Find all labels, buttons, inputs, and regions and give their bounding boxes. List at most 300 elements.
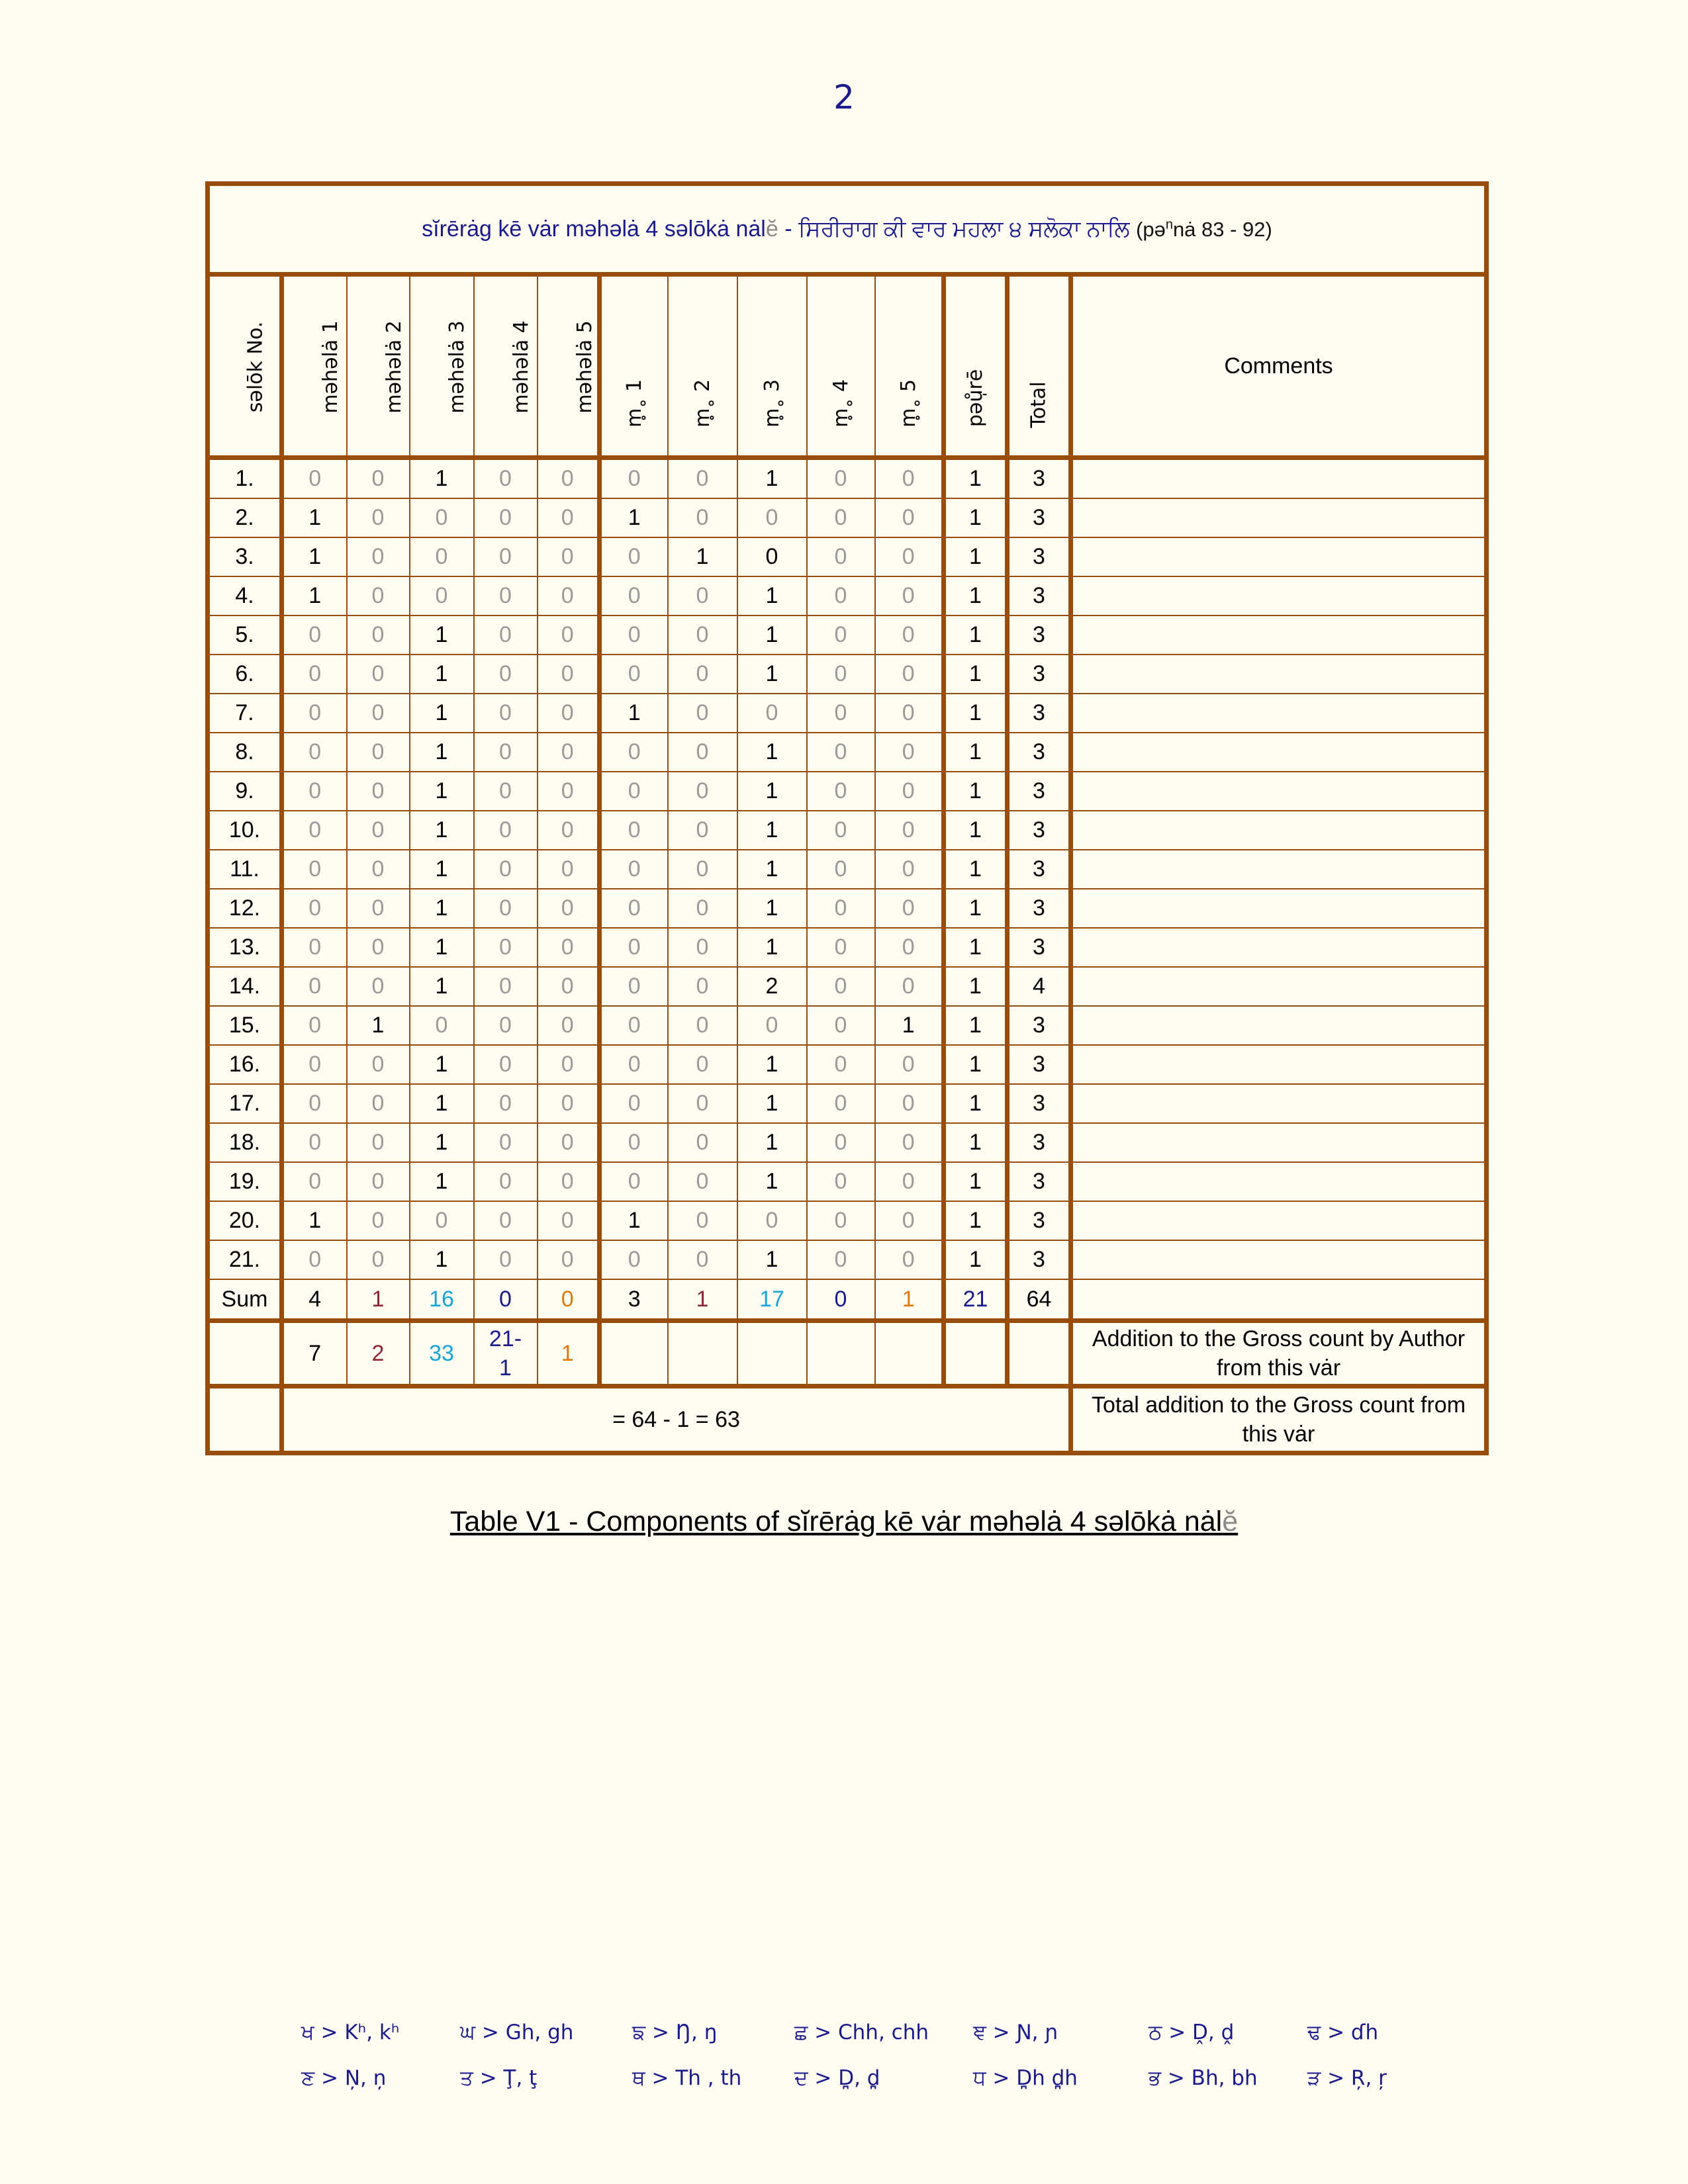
header-label: m̥˳ 4 bbox=[829, 379, 853, 428]
cell-value: 0 bbox=[282, 1123, 347, 1162]
key-entry: ਣ > Ņ, ņ bbox=[301, 2066, 387, 2090]
header-row bbox=[208, 275, 1487, 458]
cell-value: 0 bbox=[538, 655, 600, 694]
addition-value: 33 bbox=[410, 1321, 474, 1387]
components-table bbox=[205, 181, 1489, 1455]
cell-value: 0 bbox=[474, 967, 538, 1006]
cell-value: 0 bbox=[668, 967, 737, 1006]
cell-value: 1 bbox=[944, 576, 1008, 615]
cell-value: 0 bbox=[538, 889, 600, 928]
cell-value: 0 bbox=[282, 850, 347, 889]
header-m-4 bbox=[807, 275, 875, 458]
cell-value: 0 bbox=[668, 1201, 737, 1240]
cell-value: 0 bbox=[668, 1162, 737, 1201]
cell-value: 0 bbox=[807, 967, 875, 1006]
cell-value: 0 bbox=[600, 850, 668, 889]
header-pauri bbox=[944, 275, 1008, 458]
addition-empty-cell bbox=[737, 1321, 807, 1387]
salok-number: 2. bbox=[208, 498, 282, 537]
comment-cell bbox=[1071, 694, 1487, 733]
cell-value: 0 bbox=[347, 498, 410, 537]
cell-value: 3 bbox=[1008, 1084, 1071, 1123]
cell-value: 3 bbox=[1008, 1045, 1071, 1084]
comment-cell bbox=[1071, 1006, 1487, 1045]
addition-empty-cell bbox=[944, 1321, 1008, 1387]
sum-value: 64 bbox=[1008, 1279, 1071, 1321]
cell-value: 0 bbox=[807, 772, 875, 811]
salok-number: 15. bbox=[208, 1006, 282, 1045]
cell-value: 0 bbox=[538, 811, 600, 850]
cell-value: 0 bbox=[807, 1240, 875, 1279]
cell-value: 0 bbox=[600, 811, 668, 850]
cell-value: 0 bbox=[807, 498, 875, 537]
cell-value: 0 bbox=[807, 811, 875, 850]
cell-value: 1 bbox=[600, 1201, 668, 1240]
cell-value: 0 bbox=[282, 458, 347, 499]
cell-value: 0 bbox=[474, 1084, 538, 1123]
comment-cell bbox=[1071, 733, 1487, 772]
cell-value: 0 bbox=[668, 850, 737, 889]
comment-cell bbox=[1071, 1123, 1487, 1162]
cell-value: 1 bbox=[944, 772, 1008, 811]
table-row bbox=[208, 576, 1487, 615]
cell-value: 0 bbox=[600, 967, 668, 1006]
cell-value: 3 bbox=[1008, 850, 1071, 889]
cell-value: 0 bbox=[875, 458, 944, 499]
header-mahala-4 bbox=[474, 275, 538, 458]
cell-value: 0 bbox=[538, 1240, 600, 1279]
cell-value: 0 bbox=[600, 1084, 668, 1123]
cell-value: 1 bbox=[944, 655, 1008, 694]
key-entry: ਤ > Ţ, ţ bbox=[460, 2066, 538, 2090]
cell-value: 0 bbox=[807, 615, 875, 655]
cell-value: 0 bbox=[474, 889, 538, 928]
cell-value: 3 bbox=[1008, 1240, 1071, 1279]
table-row bbox=[208, 928, 1487, 967]
cell-value: 4 bbox=[1008, 967, 1071, 1006]
cell-value: 3 bbox=[1008, 889, 1071, 928]
cell-value: 0 bbox=[538, 1201, 600, 1240]
cell-value: 1 bbox=[875, 1006, 944, 1045]
cell-value: 0 bbox=[875, 967, 944, 1006]
cell-value: 0 bbox=[347, 1201, 410, 1240]
cell-value: 0 bbox=[538, 1045, 600, 1084]
comment-cell bbox=[1071, 1162, 1487, 1201]
cell-value: 0 bbox=[538, 1123, 600, 1162]
comment-cell bbox=[1071, 576, 1487, 615]
key-entry: ਘ > Gh, gh bbox=[460, 2021, 574, 2044]
cell-value: 0 bbox=[474, 1123, 538, 1162]
header-label: m̥˳ 5 bbox=[896, 379, 920, 428]
cell-value: 0 bbox=[538, 1084, 600, 1123]
sum-value: 16 bbox=[410, 1279, 474, 1321]
key-entry: ਢ > ɗh bbox=[1307, 2021, 1379, 2044]
cell-value: 0 bbox=[737, 537, 807, 576]
cell-value: 1 bbox=[737, 928, 807, 967]
cell-value: 0 bbox=[474, 733, 538, 772]
cell-value: 3 bbox=[1008, 1162, 1071, 1201]
header-label: m̥˳ 2 bbox=[690, 379, 714, 428]
table-row bbox=[208, 498, 1487, 537]
comment-cell bbox=[1071, 850, 1487, 889]
sum-value: 21 bbox=[944, 1279, 1008, 1321]
page-number: 2 bbox=[833, 78, 855, 116]
table-caption bbox=[0, 1506, 1688, 1538]
cell-value: 1 bbox=[944, 1006, 1008, 1045]
cell-value: 1 bbox=[944, 1240, 1008, 1279]
cell-value: 1 bbox=[737, 811, 807, 850]
sum-label: Sum bbox=[208, 1279, 282, 1321]
cell-value: 0 bbox=[282, 967, 347, 1006]
cell-value: 0 bbox=[600, 889, 668, 928]
cell-value: 1 bbox=[282, 1201, 347, 1240]
salok-number: 7. bbox=[208, 694, 282, 733]
cell-value: 0 bbox=[538, 576, 600, 615]
cell-value: 3 bbox=[1008, 928, 1071, 967]
header-mahala-1 bbox=[282, 275, 347, 458]
cell-value: 0 bbox=[347, 889, 410, 928]
cell-value: 0 bbox=[668, 655, 737, 694]
cell-value: 1 bbox=[737, 1045, 807, 1084]
cell-value: 1 bbox=[944, 498, 1008, 537]
cell-value: 0 bbox=[474, 615, 538, 655]
cell-value: 0 bbox=[410, 576, 474, 615]
cell-value: 3 bbox=[1008, 655, 1071, 694]
salok-number: 20. bbox=[208, 1201, 282, 1240]
cell-value: 0 bbox=[347, 458, 410, 499]
salok-number: 3. bbox=[208, 537, 282, 576]
comment-cell bbox=[1071, 498, 1487, 537]
cell-value: 0 bbox=[538, 928, 600, 967]
cell-value: 0 bbox=[474, 694, 538, 733]
salok-number: 12. bbox=[208, 889, 282, 928]
header-mahala-5 bbox=[538, 275, 600, 458]
cell-value: 0 bbox=[807, 576, 875, 615]
addition-empty-cell bbox=[668, 1321, 737, 1387]
cell-value: 0 bbox=[668, 576, 737, 615]
cell-value: 1 bbox=[737, 850, 807, 889]
table-row bbox=[208, 615, 1487, 655]
cell-value: 2 bbox=[737, 967, 807, 1006]
sum-value: 1 bbox=[668, 1279, 737, 1321]
cell-value: 0 bbox=[474, 928, 538, 967]
cell-value: 1 bbox=[410, 811, 474, 850]
cell-value: 1 bbox=[737, 889, 807, 928]
cell-value: 0 bbox=[737, 1006, 807, 1045]
cell-value: 3 bbox=[1008, 1123, 1071, 1162]
addition-row bbox=[208, 1321, 1487, 1387]
sum-comment-cell bbox=[1071, 1279, 1487, 1321]
cell-value: 0 bbox=[807, 1084, 875, 1123]
cell-value: 0 bbox=[668, 928, 737, 967]
total-addition-label-cell bbox=[208, 1387, 282, 1453]
cell-value: 0 bbox=[600, 655, 668, 694]
cell-value: 0 bbox=[538, 1162, 600, 1201]
cell-value: 1 bbox=[410, 1123, 474, 1162]
cell-value: 0 bbox=[347, 1084, 410, 1123]
cell-value: 0 bbox=[410, 1201, 474, 1240]
cell-value: 1 bbox=[944, 694, 1008, 733]
table-row bbox=[208, 811, 1487, 850]
addition-empty-cell bbox=[807, 1321, 875, 1387]
cell-value: 1 bbox=[737, 458, 807, 499]
header-comments: Comments bbox=[1071, 275, 1487, 458]
cell-value: 0 bbox=[668, 498, 737, 537]
cell-value: 0 bbox=[875, 889, 944, 928]
cell-value: 0 bbox=[668, 1045, 737, 1084]
header-m-3 bbox=[737, 275, 807, 458]
sum-value: 4 bbox=[282, 1279, 347, 1321]
header-total bbox=[1008, 275, 1071, 458]
header-m-2 bbox=[668, 275, 737, 458]
key-entry: ਠ > Ḓ, ḓ bbox=[1149, 2021, 1235, 2044]
salok-number: 19. bbox=[208, 1162, 282, 1201]
caption-text: Table V1 - Components of sĭrērȧg kē vȧr məhəlȧ 4 səlōkȧ nȧl bbox=[449, 1506, 1223, 1537]
cell-value: 0 bbox=[875, 537, 944, 576]
cell-value: 0 bbox=[600, 928, 668, 967]
cell-value: 0 bbox=[600, 1006, 668, 1045]
table-row bbox=[208, 1123, 1487, 1162]
cell-value: 0 bbox=[474, 537, 538, 576]
salok-number: 4. bbox=[208, 576, 282, 615]
salok-number: 1. bbox=[208, 458, 282, 499]
cell-value: 0 bbox=[538, 537, 600, 576]
table-row bbox=[208, 1084, 1487, 1123]
salok-number: 10. bbox=[208, 811, 282, 850]
key-entry: ਥ > Th , th bbox=[632, 2066, 742, 2090]
salok-number: 17. bbox=[208, 1084, 282, 1123]
header-mahala-3 bbox=[410, 275, 474, 458]
cell-value: 1 bbox=[410, 615, 474, 655]
cell-value: 0 bbox=[474, 458, 538, 499]
cell-value: 1 bbox=[737, 772, 807, 811]
cell-value: 0 bbox=[668, 1006, 737, 1045]
key-entry: ਙ > Ŋ, ŋ bbox=[632, 2021, 718, 2044]
pages-suffix: nȧ 83 - 92) bbox=[1172, 217, 1272, 241]
cell-value: 1 bbox=[737, 655, 807, 694]
cell-value: 1 bbox=[944, 811, 1008, 850]
table-row bbox=[208, 694, 1487, 733]
cell-value: 0 bbox=[807, 1006, 875, 1045]
total-addition-row bbox=[208, 1387, 1487, 1453]
cell-value: 0 bbox=[538, 498, 600, 537]
cell-value: 0 bbox=[807, 537, 875, 576]
cell-value: 1 bbox=[944, 1045, 1008, 1084]
sum-value: 3 bbox=[600, 1279, 668, 1321]
cell-value: 0 bbox=[875, 772, 944, 811]
header-label: məhəlȧ 2 bbox=[382, 320, 406, 414]
cell-value: 0 bbox=[347, 967, 410, 1006]
cell-value: 0 bbox=[347, 1045, 410, 1084]
addition-value: 7 bbox=[282, 1321, 347, 1387]
cell-value: 0 bbox=[474, 1240, 538, 1279]
cell-value: 0 bbox=[474, 1201, 538, 1240]
cell-value: 0 bbox=[474, 850, 538, 889]
cell-value: 1 bbox=[410, 733, 474, 772]
cell-value: 0 bbox=[600, 1123, 668, 1162]
cell-value: 1 bbox=[410, 655, 474, 694]
cell-value: 0 bbox=[875, 694, 944, 733]
header-label: məhəlȧ 1 bbox=[318, 320, 342, 414]
table-row bbox=[208, 1201, 1487, 1240]
header-label: məhəlȧ 3 bbox=[445, 320, 469, 414]
sum-row bbox=[208, 1279, 1487, 1321]
cell-value: 0 bbox=[347, 694, 410, 733]
salok-number: 18. bbox=[208, 1123, 282, 1162]
cell-value: 0 bbox=[282, 1045, 347, 1084]
cell-value: 3 bbox=[1008, 537, 1071, 576]
cell-value: 1 bbox=[944, 928, 1008, 967]
cell-value: 0 bbox=[538, 458, 600, 499]
cell-value: 1 bbox=[944, 889, 1008, 928]
cell-value: 0 bbox=[410, 537, 474, 576]
cell-value: 1 bbox=[944, 458, 1008, 499]
cell-value: 0 bbox=[668, 615, 737, 655]
cell-value: 0 bbox=[347, 537, 410, 576]
cell-value: 0 bbox=[474, 1162, 538, 1201]
cell-value: 1 bbox=[410, 458, 474, 499]
cell-value: 1 bbox=[944, 1201, 1008, 1240]
cell-value: 0 bbox=[282, 1084, 347, 1123]
cell-value: 1 bbox=[737, 1123, 807, 1162]
cell-value: 1 bbox=[944, 850, 1008, 889]
cell-value: 0 bbox=[282, 733, 347, 772]
cell-value: 1 bbox=[944, 733, 1008, 772]
sum-value: 17 bbox=[737, 1279, 807, 1321]
key-entry: ਦ > D̪, d̪ bbox=[794, 2066, 880, 2090]
key-entry: ਭ > Bh, bh bbox=[1149, 2066, 1258, 2090]
comment-cell bbox=[1071, 1084, 1487, 1123]
cell-value: 0 bbox=[807, 1162, 875, 1201]
cell-value: 1 bbox=[944, 1084, 1008, 1123]
cell-value: 1 bbox=[944, 967, 1008, 1006]
cell-value: 3 bbox=[1008, 811, 1071, 850]
cell-value: 1 bbox=[944, 537, 1008, 576]
cell-value: 0 bbox=[600, 458, 668, 499]
cell-value: 0 bbox=[875, 576, 944, 615]
pages-prefix: (pə bbox=[1136, 217, 1166, 241]
salok-number: 21. bbox=[208, 1240, 282, 1279]
cell-value: 1 bbox=[600, 694, 668, 733]
cell-value: 0 bbox=[668, 811, 737, 850]
cell-value: 0 bbox=[875, 1201, 944, 1240]
cell-value: 0 bbox=[807, 1123, 875, 1162]
salok-number: 14. bbox=[208, 967, 282, 1006]
header-salok bbox=[208, 275, 282, 458]
header-label: m̥˳ 3 bbox=[760, 379, 784, 428]
key-entry: ਧ > D̪h d̪h bbox=[973, 2066, 1078, 2090]
cell-value: 0 bbox=[282, 811, 347, 850]
cell-value: 0 bbox=[347, 615, 410, 655]
header-m-5 bbox=[875, 275, 944, 458]
cell-value: 0 bbox=[600, 576, 668, 615]
cell-value: 0 bbox=[600, 1045, 668, 1084]
cell-value: 0 bbox=[347, 811, 410, 850]
table-row bbox=[208, 1045, 1487, 1084]
cell-value: 3 bbox=[1008, 615, 1071, 655]
cell-value: 0 bbox=[347, 1162, 410, 1201]
cell-value: 0 bbox=[282, 1240, 347, 1279]
cell-value: 0 bbox=[807, 458, 875, 499]
cell-value: 0 bbox=[282, 1006, 347, 1045]
addition-empty-cell bbox=[1008, 1321, 1071, 1387]
cell-value: 0 bbox=[807, 1201, 875, 1240]
cell-value: 0 bbox=[737, 498, 807, 537]
sum-value: 0 bbox=[807, 1279, 875, 1321]
cell-value: 1 bbox=[737, 615, 807, 655]
addition-value: 21- 1 bbox=[474, 1321, 538, 1387]
cell-value: 3 bbox=[1008, 694, 1071, 733]
cell-value: 0 bbox=[668, 1240, 737, 1279]
comment-cell bbox=[1071, 811, 1487, 850]
cell-value: 3 bbox=[1008, 576, 1071, 615]
cell-value: 3 bbox=[1008, 498, 1071, 537]
salok-number: 6. bbox=[208, 655, 282, 694]
sum-value: 0 bbox=[474, 1279, 538, 1321]
comment-cell bbox=[1071, 967, 1487, 1006]
cell-value: 0 bbox=[600, 733, 668, 772]
addition-comment: Addition to the Gross count by Author from this vȧr bbox=[1071, 1321, 1487, 1387]
sum-value: 1 bbox=[875, 1279, 944, 1321]
cell-value: 0 bbox=[282, 1162, 347, 1201]
cell-value: 0 bbox=[668, 772, 737, 811]
addition-empty-cell bbox=[600, 1321, 668, 1387]
cell-value: 0 bbox=[282, 694, 347, 733]
cell-value: 1 bbox=[282, 576, 347, 615]
cell-value: 3 bbox=[1008, 1006, 1071, 1045]
cell-value: 1 bbox=[347, 1006, 410, 1045]
header-label: məhəlȧ 5 bbox=[573, 320, 596, 414]
header-label: məhəlȧ 4 bbox=[509, 320, 533, 414]
cell-value: 0 bbox=[875, 1240, 944, 1279]
sum-value: 0 bbox=[538, 1279, 600, 1321]
cell-value: 1 bbox=[944, 615, 1008, 655]
cell-value: 0 bbox=[347, 733, 410, 772]
title-transliteration: sĭrērȧg kē vȧr məhəlȧ 4 səlōkȧ nȧl bbox=[422, 216, 766, 242]
cell-value: 1 bbox=[410, 889, 474, 928]
header-label: m̥˳ 1 bbox=[622, 379, 646, 428]
comment-cell bbox=[1071, 1201, 1487, 1240]
cell-value: 1 bbox=[737, 1162, 807, 1201]
cell-value: 0 bbox=[600, 615, 668, 655]
cell-value: 1 bbox=[410, 850, 474, 889]
cell-value: 0 bbox=[538, 850, 600, 889]
table-row bbox=[208, 1006, 1487, 1045]
cell-value: 0 bbox=[600, 1240, 668, 1279]
cell-value: 0 bbox=[807, 694, 875, 733]
header-salok-label: səlōk No. bbox=[244, 321, 267, 412]
key-entry: ੜ > Ŗ, ŗ bbox=[1307, 2066, 1387, 2090]
addition-value: 1 bbox=[538, 1321, 600, 1387]
table-row bbox=[208, 1240, 1487, 1279]
table-row bbox=[208, 1162, 1487, 1201]
title-transliteration-end: ĕ bbox=[765, 216, 778, 242]
comment-cell bbox=[1071, 1240, 1487, 1279]
addition-empty-cell bbox=[875, 1321, 944, 1387]
cell-value: 0 bbox=[875, 1162, 944, 1201]
cell-value: 3 bbox=[1008, 458, 1071, 499]
comment-cell bbox=[1071, 889, 1487, 928]
cell-value: 0 bbox=[807, 733, 875, 772]
cell-value: 0 bbox=[474, 1006, 538, 1045]
cell-value: 1 bbox=[282, 498, 347, 537]
cell-value: 0 bbox=[474, 655, 538, 694]
cell-value: 0 bbox=[600, 772, 668, 811]
header-mahala-2 bbox=[347, 275, 410, 458]
cell-value: 0 bbox=[807, 850, 875, 889]
cell-value: 0 bbox=[737, 694, 807, 733]
cell-value: 1 bbox=[410, 772, 474, 811]
